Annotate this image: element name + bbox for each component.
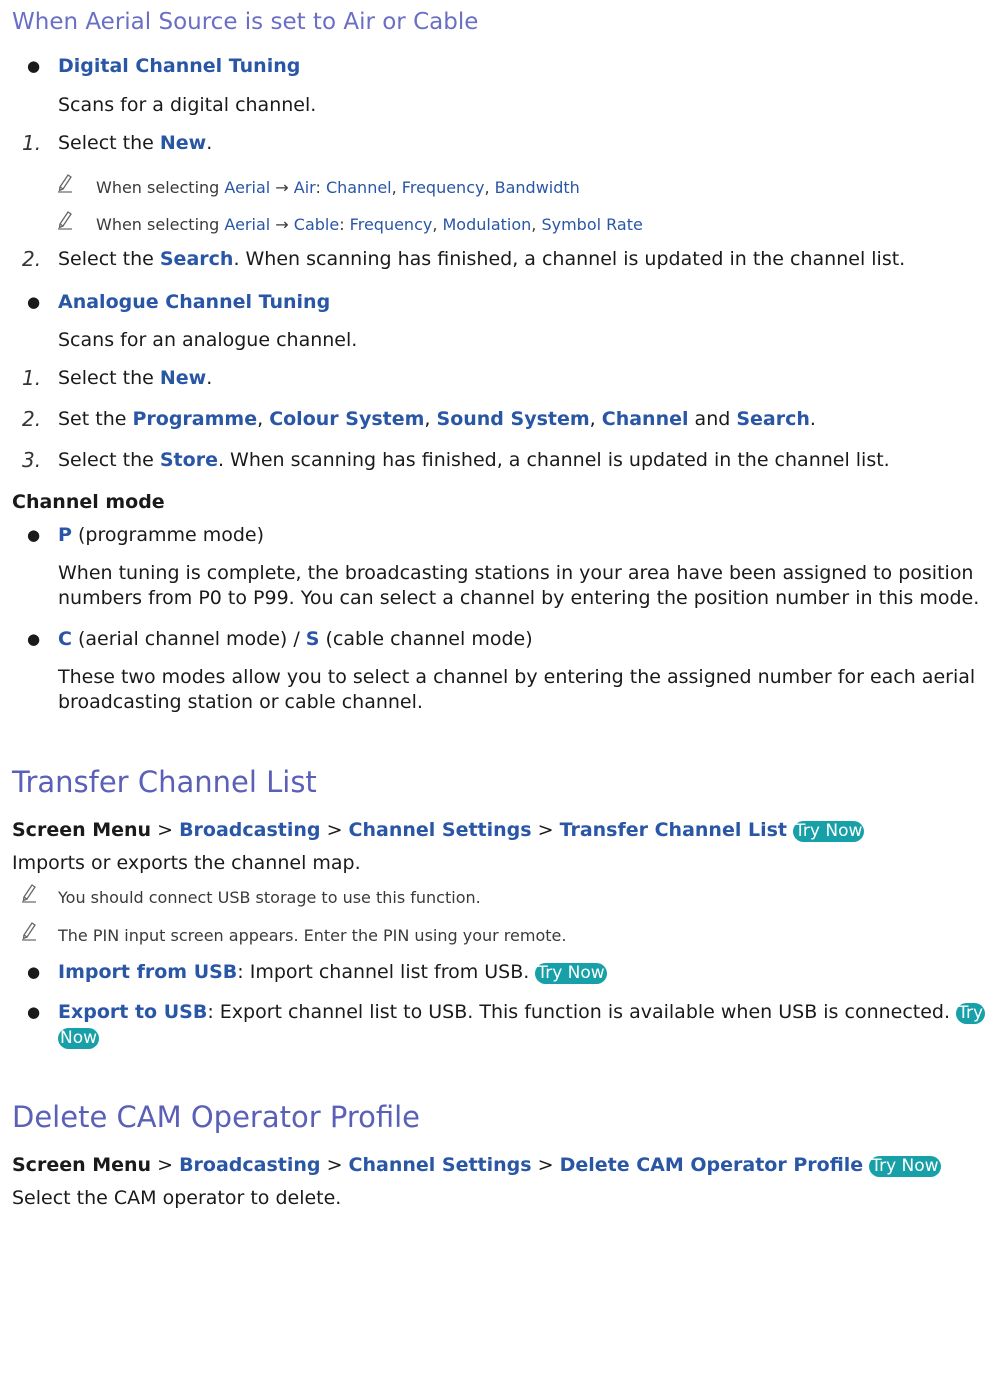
export-to-usb-link[interactable]: Export to USB	[58, 1001, 208, 1023]
p-mode-title: P (programme mode)	[58, 524, 265, 546]
new-link: New	[159, 132, 207, 154]
try-now-button[interactable]: Try Now	[795, 821, 863, 841]
pen-note-icon	[56, 173, 74, 193]
pen-note-icon	[20, 883, 38, 903]
channel-mode-heading: Channel mode	[12, 491, 165, 513]
breadcrumb-transfer-channel-list[interactable]: Transfer Channel List	[559, 819, 787, 841]
export-item: Export to USB: Export channel list to USB. This function is available when USB is connected. Try	[58, 1001, 984, 1023]
bullet: ●	[27, 1003, 41, 1021]
menu-path: Screen Menu > Broadcasting > Channel Settings > Transfer Channel List Try Now	[12, 819, 863, 841]
step-text: Select the New.	[58, 132, 213, 154]
note-pin: The PIN input screen appears. Enter the PIN using your remote.	[58, 926, 567, 945]
breadcrumb-channel-settings[interactable]: Channel Settings	[348, 1154, 532, 1176]
analogue-tuning-desc: Scans for an analogue channel.	[58, 329, 358, 351]
bullet: ●	[27, 293, 41, 311]
cam-desc: Select the CAM operator to delete.	[12, 1187, 342, 1209]
analogue-tuning-title: Analogue Channel Tuning	[58, 291, 331, 313]
try-now-button[interactable]: Try Now	[537, 963, 605, 983]
try-now-button[interactable]: Try Now	[871, 1156, 939, 1176]
pen-note-icon	[20, 921, 38, 941]
step-text: Select the Store. When scanning has finished, a channel is updated in the channel list.	[58, 449, 890, 471]
digital-tuning-desc: Scans for a digital channel.	[58, 94, 317, 116]
note-air: When selecting Aerial → Air: Channel, Frequency, Bandwidth	[96, 178, 580, 197]
step-number: 3.	[22, 448, 42, 472]
step-number: 2.	[22, 407, 42, 431]
bullet: ●	[27, 57, 41, 75]
bullet: ●	[27, 526, 41, 544]
section-subtitle: When Aerial Source is set to Air or Cable	[12, 9, 479, 35]
try-now-button-wrap[interactable]: Now	[60, 1028, 98, 1048]
transfer-desc: Imports or exports the channel map.	[12, 852, 361, 874]
bullet: ●	[27, 963, 41, 981]
cam-heading: Delete CAM Operator Profile	[12, 1100, 421, 1134]
menu-path: Screen Menu > Broadcasting > Channel Settings > Delete CAM Operator Profile Try Now	[12, 1154, 939, 1176]
step-text: Set the Programme, Colour System, Sound System, Channel and Search.	[58, 408, 816, 430]
c-s-mode-title: C (aerial channel mode) / S (cable channel mode)	[58, 628, 533, 650]
breadcrumb-delete-cam-profile[interactable]: Delete CAM Operator Profile	[559, 1154, 864, 1176]
step-number: 1.	[22, 366, 42, 390]
breadcrumb-broadcasting[interactable]: Broadcasting	[179, 819, 321, 841]
p-mode-desc-line1: When tuning is complete, the broadcasting stations in your area have been assigned to position	[58, 562, 974, 584]
breadcrumb-channel-settings[interactable]: Channel Settings	[348, 819, 532, 841]
note-cable: When selecting Aerial → Cable: Frequency, Modulation, Symbol Rate	[96, 215, 643, 234]
search-link: Search	[159, 248, 234, 270]
step-number: 2.	[22, 247, 42, 271]
pen-note-icon	[56, 210, 74, 230]
p-mode-desc-line2: numbers from P0 to P99. You can select a channel by entering the position number in this mode.	[58, 587, 980, 609]
step-text: Select the New.	[58, 367, 213, 389]
note-usb: You should connect USB storage to use this function.	[58, 888, 481, 907]
import-from-usb-link[interactable]: Import from USB	[58, 961, 238, 983]
step-text: Select the Search. When scanning has finished, a channel is updated in the channel list.	[58, 248, 906, 270]
bullet: ●	[27, 630, 41, 648]
import-item: Import from USB: Import channel list from USB. Try Now	[58, 961, 605, 983]
export-item-wrap	[58, 1025, 99, 1049]
breadcrumb-broadcasting[interactable]: Broadcasting	[179, 1154, 321, 1176]
try-now-button[interactable]: Try	[958, 1003, 984, 1023]
c-s-mode-desc-line1: These two modes allow you to select a channel by entering the assigned number for each aerial	[58, 666, 976, 688]
transfer-heading: Transfer Channel List	[12, 765, 317, 799]
step-number: 1.	[22, 131, 42, 155]
digital-tuning-title: Digital Channel Tuning	[58, 55, 301, 77]
c-s-mode-desc-line2: broadcasting station or cable channel.	[58, 691, 423, 713]
